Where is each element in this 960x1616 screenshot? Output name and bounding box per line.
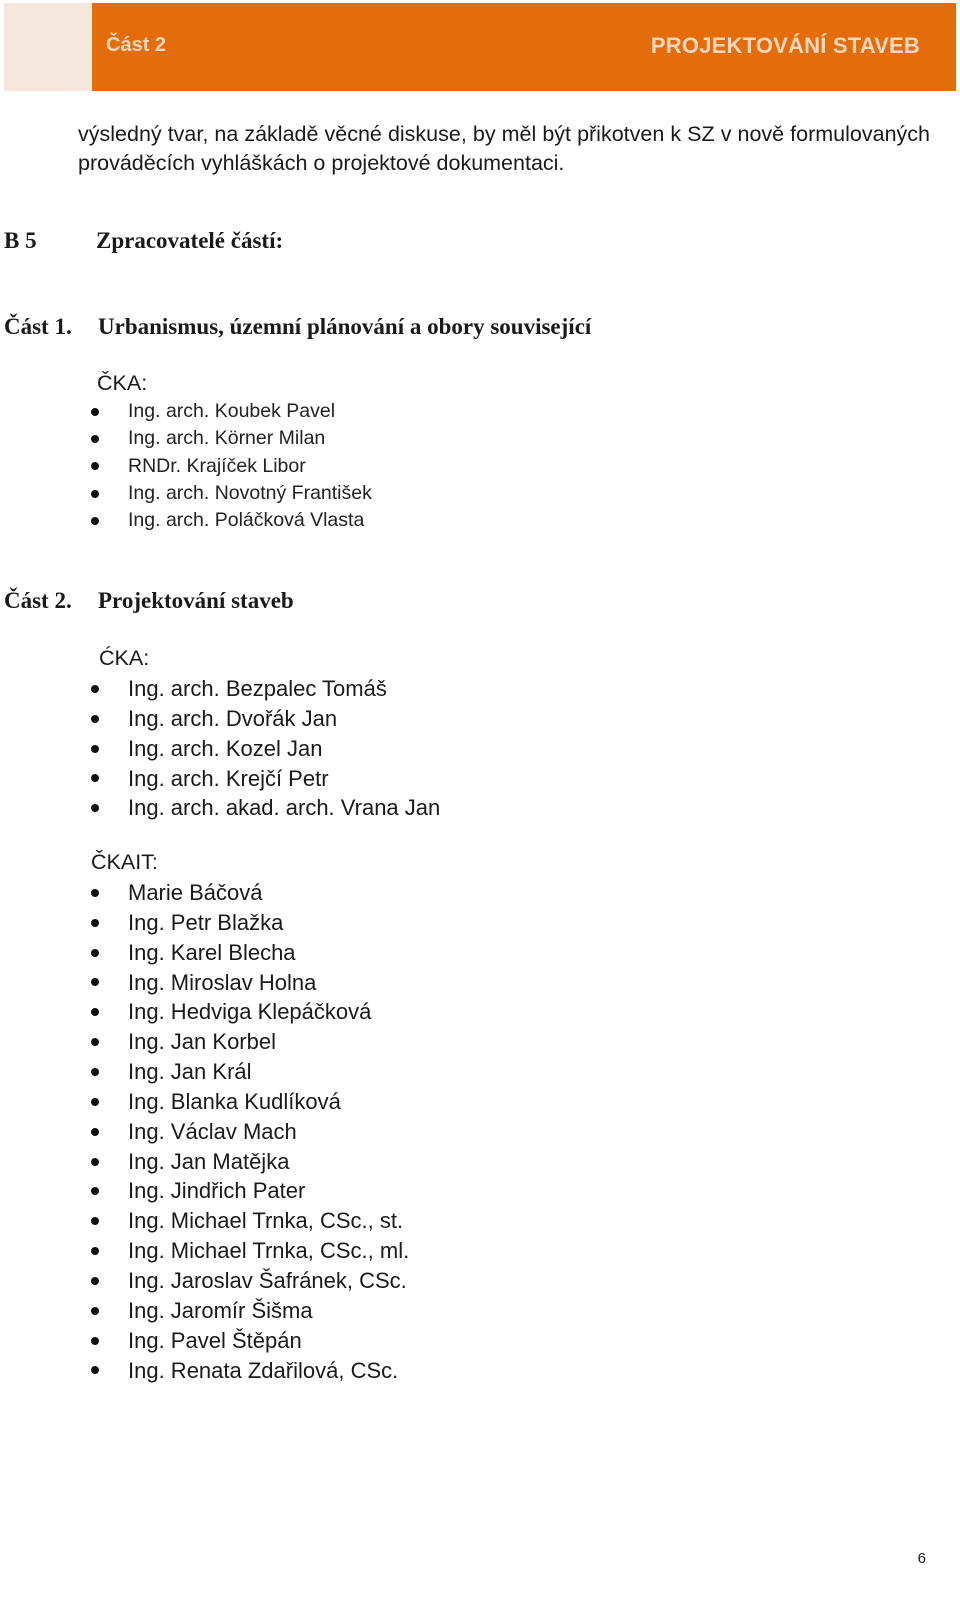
list-item-text: Ing. Blanka Kudlíková — [128, 1088, 341, 1114]
bullet-icon — [91, 1277, 99, 1285]
part2-cka-name-list — [0, 674, 440, 823]
list-item — [0, 764, 440, 794]
list-item-text: Ing. arch. Krejčí Petr — [128, 765, 329, 791]
list-item-text: Ing. Jaroslav Šafránek, CSc. — [128, 1267, 407, 1293]
bullet-icon — [91, 978, 99, 986]
list-item-text: Ing. arch. Dvořák Jan — [128, 705, 338, 731]
list-item — [0, 480, 372, 507]
list-item — [0, 674, 440, 704]
part1-org-label: ČKA: — [97, 371, 148, 395]
list-item — [0, 1117, 409, 1147]
list-item — [0, 997, 409, 1027]
part2-heading — [4, 588, 294, 614]
list-item — [0, 1236, 409, 1266]
bullet-icon — [91, 804, 99, 812]
bullet-icon — [91, 919, 99, 927]
list-item — [0, 938, 409, 968]
list-item-text: Ing. arch. Koubek Pavel — [128, 400, 336, 422]
list-item — [0, 1326, 409, 1356]
list-item-text: Marie Báčová — [128, 880, 263, 905]
list-item — [0, 793, 440, 823]
bullet-icon — [91, 1217, 99, 1225]
bullet-icon — [91, 685, 99, 693]
list-item-text: Ing. Hedviga Klepáčková — [128, 999, 372, 1025]
list-item — [0, 453, 372, 480]
list-item-text: Ing. Michael Trnka, CSc., st. — [128, 1208, 404, 1234]
part2-number: Část 2. — [4, 588, 72, 613]
bullet-icon — [91, 462, 99, 470]
part2-ckait-label: ČKAIT: — [91, 850, 158, 874]
list-item — [0, 1206, 409, 1236]
list-item — [0, 878, 409, 908]
list-item-text: Ing. Jan Matějka — [128, 1148, 290, 1174]
bullet-icon — [91, 949, 99, 957]
bullet-icon — [91, 715, 99, 723]
bullet-icon — [91, 1187, 99, 1195]
bullet-icon — [91, 1337, 99, 1345]
list-item — [0, 507, 372, 534]
list-item — [0, 968, 409, 998]
list-item-text: Ing. arch. Bezpalec Tomáš — [128, 676, 387, 701]
list-item-text: Ing. arch. Kozel Jan — [128, 735, 323, 761]
list-item-text: Ing. Michael Trnka, CSc., ml. — [128, 1238, 410, 1264]
header-title: PROJEKTOVÁNÍ STAVEB — [650, 33, 920, 58]
section-title: Zpracovatelé částí: — [96, 228, 284, 253]
bullet-icon — [91, 517, 99, 525]
bullet-icon — [91, 1158, 99, 1166]
bullet-icon — [91, 745, 99, 753]
list-item-text: Ing. Petr Blažka — [128, 909, 284, 935]
list-item — [0, 398, 372, 425]
bullet-icon — [91, 1098, 99, 1106]
part1-title: Urbanismus, územní plánování a obory související — [98, 314, 592, 339]
list-item — [0, 1266, 409, 1296]
list-item-text: Ing. Jan Korbel — [128, 1029, 276, 1055]
bullet-icon — [91, 1247, 99, 1255]
list-item-text: Ing. Karel Blecha — [128, 939, 296, 965]
bullet-icon — [91, 1128, 99, 1136]
bullet-icon — [91, 408, 99, 416]
part1-name-list — [0, 398, 372, 534]
list-item-text: Ing. Václav Mach — [128, 1118, 297, 1144]
list-item-text: Ing. Jindřich Pater — [128, 1178, 306, 1204]
list-item-text: Ing. Renata Zdařilová, CSc. — [128, 1357, 399, 1383]
list-item-text: Ing. arch. Novotný František — [128, 481, 372, 504]
list-item-text: Ing. Jaromír Šišma — [128, 1297, 313, 1323]
list-item-text: Ing. arch. Körner Milan — [128, 427, 326, 450]
list-item — [0, 1176, 409, 1206]
list-item — [0, 1296, 409, 1326]
bullet-icon — [91, 1038, 99, 1046]
bullet-icon — [91, 1068, 99, 1076]
list-item-text: Ing. Miroslav Holna — [128, 969, 317, 995]
part2-cka-label: ĆKA: — [99, 646, 150, 670]
part1-number: Část 1. — [4, 314, 72, 339]
list-item — [0, 1027, 409, 1057]
section-heading — [4, 228, 283, 254]
list-item — [0, 908, 409, 938]
list-item — [0, 1087, 409, 1117]
list-item-text: Ing. arch. akad. arch. Vrana Jan — [128, 795, 441, 821]
list-item-text: Ing. Jan Král — [128, 1059, 252, 1085]
list-item-text: Ing. arch. Poláčková Vlasta — [128, 509, 365, 532]
bullet-icon — [91, 774, 99, 782]
part2-title: Projektování staveb — [98, 588, 294, 613]
list-item-text: RNDr. Krajíček Libor — [128, 454, 306, 477]
bullet-icon — [91, 1008, 99, 1016]
list-item — [0, 425, 372, 452]
intro-paragraph: výsledný tvar, na základě věcné diskuse, by měl být přikotven k SZ v nově formulovaných prováděcích vyhláškách o projektové dokumentaci. — [78, 122, 930, 175]
list-item — [0, 1147, 409, 1177]
page-number: 6 — [917, 1550, 926, 1567]
part1-heading — [4, 314, 591, 340]
bullet-icon — [91, 1366, 99, 1374]
bullet-icon — [91, 1307, 99, 1315]
list-item — [0, 734, 440, 764]
part2-ckait-name-list — [0, 878, 409, 1385]
list-item — [0, 1057, 409, 1087]
bullet-icon — [91, 889, 99, 897]
bullet-icon — [91, 490, 99, 498]
list-item-text: Ing. Pavel Štěpán — [128, 1327, 302, 1353]
section-number: B 5 — [4, 228, 37, 253]
list-item — [0, 1356, 409, 1386]
bullet-icon — [91, 435, 99, 443]
list-item — [0, 704, 440, 734]
header-part-label: Část 2 — [106, 34, 167, 56]
header-accent-block — [4, 3, 92, 91]
